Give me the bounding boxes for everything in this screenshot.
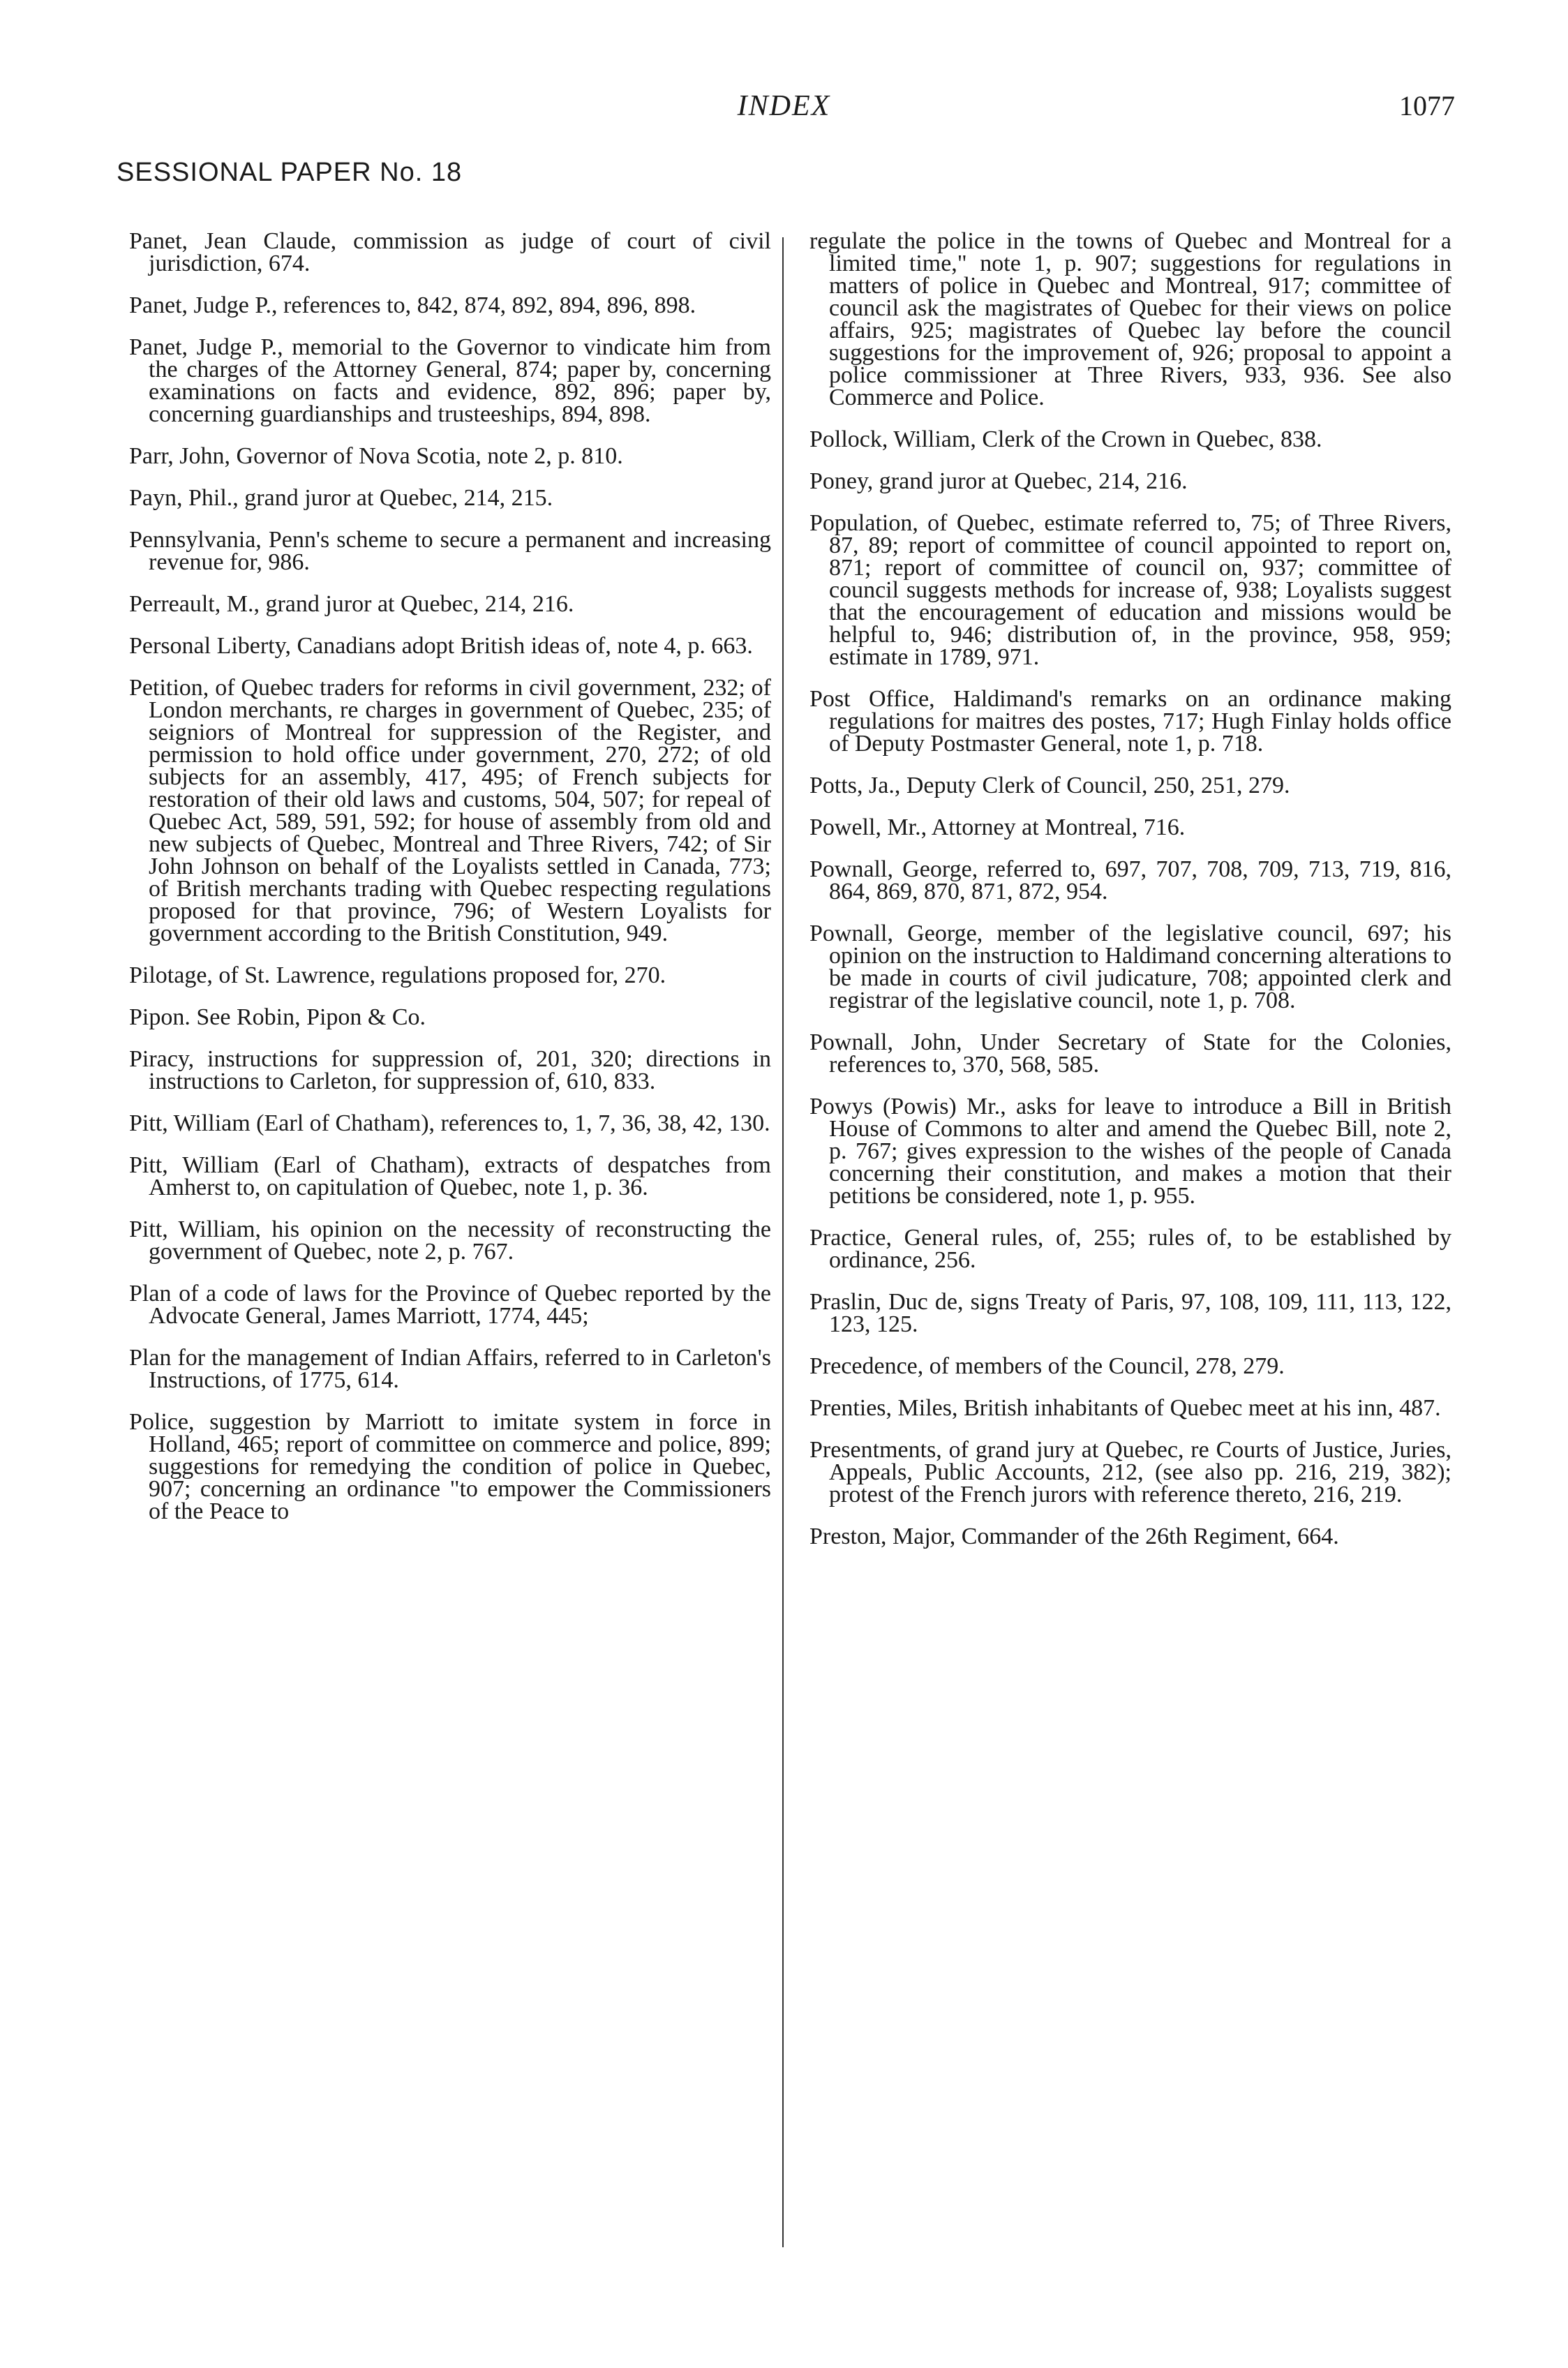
- index-entry: Piracy, instructions for suppression of, 201, 320; directions in instructions to Carleton, for suppression of, 610, 833.: [129, 1046, 771, 1094]
- running-head-title: INDEX: [737, 90, 831, 122]
- sessional-paper-heading: SESSIONAL PAPER No. 18: [117, 158, 463, 187]
- index-entry: Potts, Ja., Deputy Clerk of Council, 250, 251, 279.: [809, 773, 1290, 798]
- index-entry: Pownall, George, referred to, 697, 707, 708, 709, 713, 719, 816, 864, 869, 870, 871, 872, 954.: [809, 856, 1451, 904]
- index-entry: Powys (Powis) Mr., asks for leave to introduce a Bill in British House of Commons to alter and amend the Quebec Bill, note 2, p. 767; gives expression to the wishes of the people of Canada concerning their constitution, and makes a motion that their petitions be considered, note 1, p. 955.: [809, 1094, 1451, 1209]
- index-entry: Panet, Judge P., memorial to the Governor to vindicate him from the charges of the Attorney General, 874; paper by, concerning examinations on facts and evidence, 892, 896; paper by, concerning guardianships and trusteeships, 894, 898.: [129, 334, 771, 427]
- index-entry: Payn, Phil., grand juror at Quebec, 214, 215.: [129, 485, 553, 511]
- index-entry: regulate the police in the towns of Quebec and Montreal for a limited time," note 1, p. 907; suggestions for regulations in matters of police in Quebec and Montreal, 917; committee of council ask the magistrates of Quebec for their views on police affairs, 925; magistrates of Quebec lay before the council suggestions for the improvement of, 926; proposal to appoint a police commissioner at Three Rivers, 933, 936. See also Commerce and Police.: [809, 228, 1451, 410]
- index-entry: Perreault, M., grand juror at Quebec, 214, 216.: [129, 591, 574, 617]
- index-entry: Parr, John, Governor of Nova Scotia, note 2, p. 810.: [129, 443, 623, 469]
- page-number: 1077: [1399, 90, 1455, 121]
- index-entry: Practice, General rules, of, 255; rules of, to be established by ordinance, 256.: [809, 1225, 1451, 1273]
- index-entry: Pownall, John, Under Secretary of State for the Colonies, references to, 370, 568, 585.: [809, 1029, 1451, 1078]
- index-entry: Pownall, George, member of the legislative council, 697; his opinion on the instruction to Haldimand concerning alterations to be made in courts of civil judicature, 708; appointed clerk and registrar of the legislative council, note 1, p. 708.: [809, 921, 1451, 1013]
- index-entry: Pilotage, of St. Lawrence, regulations proposed for, 270.: [129, 962, 666, 988]
- index-entry: Powell, Mr., Attorney at Montreal, 716.: [809, 814, 1186, 840]
- index-entry: Pennsylvania, Penn's scheme to secure a permanent and increasing revenue for, 986.: [129, 527, 771, 575]
- index-entry: Pipon. See Robin, Pipon & Co.: [129, 1004, 426, 1030]
- index-column-right: [809, 230, 1451, 1568]
- index-entry: Police, suggestion by Marriott to imitate system in force in Holland, 465; report of committee on commerce and police, 899; suggestions for remedying the condition of police in Quebec, 907; concerning an ordinance "to empower the Commissioners of the Peace to: [129, 1409, 771, 1524]
- index-entry: Population, of Quebec, estimate referred to, 75; of Three Rivers, 87, 89; report of committee of council appointed to report on, 871; report of committee of council on, 937; committee of council suggests methods for increase of, 938; Loyalists suggest that the encouragement of education and missions would be helpful to, 946; distribution of, in the province, 958, 959; estimate in 1789, 971.: [809, 510, 1451, 670]
- index-entry: Pollock, William, Clerk of the Crown in Quebec, 838.: [809, 426, 1322, 452]
- index-entry: Pitt, William (Earl of Chatham), references to, 1, 7, 36, 38, 42, 130.: [129, 1110, 770, 1136]
- index-entry: Pitt, William (Earl of Chatham), extracts of despatches from Amherst to, on capitulation of Quebec, note 1, p. 36.: [129, 1152, 771, 1200]
- index-entry: Presentments, of grand jury at Quebec, re Courts of Justice, Juries, Appeals, Public Accounts, 212, (see also pp. 216, 219, 382); protest of the French jurors with reference thereto, 216, 219.: [809, 1437, 1451, 1507]
- column-divider: [782, 237, 784, 2247]
- index-entry: Precedence, of members of the Council, 278, 279.: [809, 1353, 1285, 1379]
- index-entry: Petition, of Quebec traders for reforms in civil government, 232; of London merchants, re charges in government of Quebec, 235; of seigniors of Montreal for suppression of the Register, and permission to hold office under government, 270, 272; of old subjects for an assembly, 417, 495; of French subjects for restoration of their old laws and customs, 504, 507; for repeal of Quebec Act, 589, 591, 592; for house of assembly from old and new subjects of Quebec, Montreal and Three Rivers, 742; of Sir John Johnson on behalf of the Loyalists settled in Canada, 773; of British merchants trading with Quebec respecting regulations proposed for that province, 796; of Western Loyalists for government according to the British Constitution, 949.: [129, 675, 771, 946]
- index-entry: Plan of a code of laws for the Province of Quebec reported by the Advocate General, James Marriott, 1774, 445;: [129, 1281, 771, 1329]
- index-entry: Prenties, Miles, British inhabitants of Quebec meet at his inn, 487.: [809, 1395, 1441, 1421]
- index-entry: Praslin, Duc de, signs Treaty of Paris, 97, 108, 109, 111, 113, 122, 123, 125.: [809, 1289, 1451, 1337]
- index-entry: Plan for the management of Indian Affairs, referred to in Carleton's Instructions, of 1775, 614.: [129, 1345, 771, 1393]
- index-entry: Panet, Jean Claude, commission as judge of court of civil jurisdiction, 674.: [129, 228, 771, 276]
- index-entry: Preston, Major, Commander of the 26th Regiment, 664.: [809, 1524, 1339, 1549]
- index-entry: Personal Liberty, Canadians adopt British ideas of, note 4, p. 663.: [129, 633, 753, 659]
- index-entry: Poney, grand juror at Quebec, 214, 216.: [809, 468, 1188, 494]
- index-entry: Post Office, Haldimand's remarks on an ordinance making regulations for maitres des postes, 717; Hugh Finlay holds office of Deputy Postmaster General, note 1, p. 718.: [809, 686, 1451, 757]
- index-entry: Pitt, William, his opinion on the necessity of reconstructing the government of Quebec, note 2, p. 767.: [129, 1216, 771, 1265]
- index-entry: Panet, Judge P., references to, 842, 874, 892, 894, 896, 898.: [129, 292, 696, 318]
- index-column-left: [129, 230, 771, 1542]
